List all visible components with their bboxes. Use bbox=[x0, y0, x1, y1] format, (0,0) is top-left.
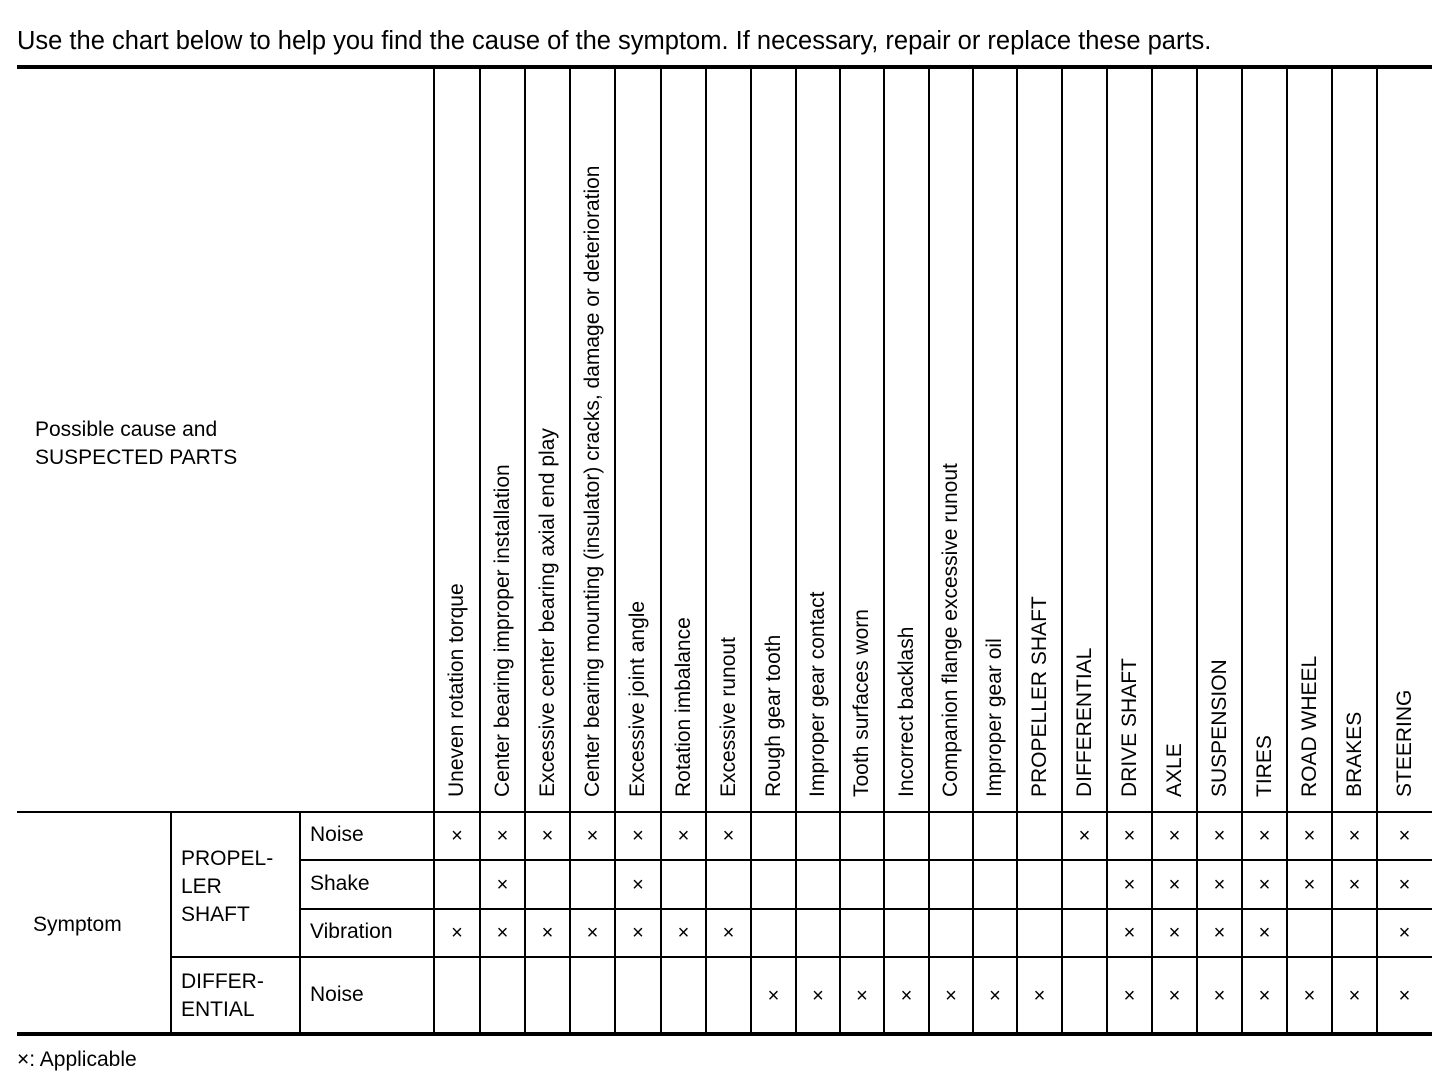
applicable-mark: × bbox=[1168, 825, 1181, 847]
column-header: SUSPENSION bbox=[1207, 659, 1231, 797]
symptom-row-label: Vibration bbox=[310, 920, 393, 943]
column-header: Center bearing mounting (insulator) cracks, damage or deterioration bbox=[580, 165, 604, 797]
symptom-row-label: Noise bbox=[310, 823, 364, 846]
applicable-mark: × bbox=[632, 873, 644, 896]
column-divider bbox=[1196, 68, 1198, 1034]
column-divider bbox=[705, 68, 707, 1034]
column-divider bbox=[928, 68, 930, 1034]
symptom-row-label: Noise bbox=[310, 982, 364, 1006]
applicable-mark: × bbox=[451, 922, 463, 944]
applicable-mark: × bbox=[1303, 984, 1316, 1007]
header-label-line: SUSPECTED PARTS bbox=[35, 446, 238, 469]
column-header: Improper gear contact bbox=[806, 591, 829, 797]
applicable-mark: × bbox=[1213, 922, 1226, 944]
column-divider bbox=[750, 68, 752, 1034]
column-header: Improper gear oil bbox=[983, 638, 1006, 797]
applicable-mark: × bbox=[1213, 984, 1226, 1007]
row-divider bbox=[300, 908, 1432, 910]
applicable-mark: × bbox=[1303, 873, 1316, 896]
applicable-mark: × bbox=[1213, 825, 1226, 847]
applicable-mark: × bbox=[722, 922, 735, 944]
column-header: BRAKES bbox=[1342, 711, 1366, 797]
applicable-mark: × bbox=[1078, 825, 1091, 847]
applicable-mark: × bbox=[677, 922, 690, 944]
applicable-mark: × bbox=[1348, 984, 1361, 1007]
column-header: Companion flange excessive runout bbox=[939, 463, 962, 797]
applicable-mark: × bbox=[586, 922, 599, 944]
header-divider bbox=[17, 811, 1432, 813]
chart-instructions: Use the chart below to help you find the cause of the symptom. If necessary, repair or replace these parts. bbox=[17, 27, 1212, 55]
column-divider bbox=[524, 68, 526, 1034]
applicable-mark: × bbox=[767, 984, 780, 1007]
applicable-mark: × bbox=[1398, 984, 1411, 1007]
symptom-row-label: Shake bbox=[310, 871, 370, 895]
column-header: Uneven rotation torque bbox=[445, 583, 468, 797]
applicable-mark: × bbox=[1348, 873, 1361, 896]
applicable-mark: × bbox=[1348, 825, 1361, 847]
applicable-mark: × bbox=[632, 922, 644, 944]
column-header: Excessive center bearing axial end play bbox=[535, 428, 559, 797]
column-header: STEERING bbox=[1392, 689, 1416, 797]
column-divider bbox=[795, 68, 797, 1034]
applicable-mark: × bbox=[541, 825, 554, 847]
symptom-group-label: ENTIAL bbox=[181, 998, 255, 1021]
column-header: DIFFERENTIAL bbox=[1072, 647, 1096, 797]
applicable-mark: × bbox=[1123, 873, 1136, 896]
applicable-mark: × bbox=[1398, 922, 1411, 944]
applicable-mark: × bbox=[496, 922, 509, 944]
applicable-mark: × bbox=[1258, 873, 1271, 896]
applicable-mark: × bbox=[451, 825, 463, 847]
applicable-mark: × bbox=[900, 984, 913, 1007]
applicable-mark: × bbox=[1258, 922, 1271, 944]
column-header: Excessive joint angle bbox=[626, 600, 649, 797]
column-header: ROAD WHEEL bbox=[1297, 655, 1321, 797]
column-header: PROPELLER SHAFT bbox=[1027, 596, 1051, 797]
column-header: DRIVE SHAFT bbox=[1117, 658, 1141, 797]
column-header: TIRES bbox=[1252, 735, 1276, 797]
column-divider bbox=[1241, 68, 1243, 1034]
applicable-mark: × bbox=[1168, 922, 1181, 944]
column-header: Center bearing improper installation bbox=[490, 464, 514, 797]
column-divider bbox=[1286, 68, 1288, 1034]
applicable-mark: × bbox=[1398, 825, 1411, 847]
column-divider bbox=[299, 812, 301, 1034]
column-divider bbox=[972, 68, 974, 1034]
column-divider bbox=[1331, 68, 1333, 1034]
column-header: Rough gear tooth bbox=[761, 634, 785, 797]
applicable-mark: × bbox=[1123, 984, 1136, 1007]
column-divider bbox=[839, 68, 841, 1034]
column-divider bbox=[614, 68, 616, 1034]
applicable-mark: × bbox=[1303, 825, 1316, 847]
column-divider bbox=[1061, 68, 1063, 1034]
symptom-group-label: SHAFT bbox=[181, 903, 250, 926]
applicable-mark: × bbox=[1213, 873, 1226, 896]
column-divider bbox=[1151, 68, 1153, 1034]
symptom-group-label: LER bbox=[181, 875, 222, 898]
applicable-mark: × bbox=[722, 825, 735, 847]
symptom-label: Symptom bbox=[33, 913, 122, 936]
applicable-mark: × bbox=[496, 825, 509, 847]
applicable-mark: × bbox=[945, 984, 957, 1007]
applicable-mark: × bbox=[586, 825, 599, 847]
applicable-mark: × bbox=[1168, 873, 1181, 896]
column-divider bbox=[1016, 68, 1018, 1034]
symptom-group-label: PROPEL- bbox=[181, 847, 274, 870]
column-header: Rotation imbalance bbox=[671, 617, 695, 797]
row-divider bbox=[300, 859, 1432, 861]
legend-footnote: ×: Applicable bbox=[17, 1048, 137, 1071]
applicable-mark: × bbox=[812, 984, 824, 1007]
column-divider bbox=[569, 68, 571, 1034]
applicable-mark: × bbox=[1258, 984, 1271, 1007]
applicable-mark: × bbox=[1398, 873, 1411, 896]
applicable-mark: × bbox=[989, 984, 1001, 1007]
column-divider bbox=[170, 812, 172, 1034]
column-divider bbox=[1376, 68, 1378, 1034]
applicable-mark: × bbox=[1123, 825, 1136, 847]
applicable-mark: × bbox=[1258, 825, 1271, 847]
symptom-group-label: DIFFER- bbox=[181, 970, 264, 993]
applicable-mark: × bbox=[1123, 922, 1136, 944]
column-divider bbox=[660, 68, 662, 1034]
column-divider bbox=[433, 68, 435, 1034]
column-header: Tooth surfaces worn bbox=[850, 609, 873, 797]
header-label-line: Possible cause and bbox=[35, 418, 218, 441]
column-divider bbox=[1106, 68, 1108, 1034]
applicable-mark: × bbox=[677, 825, 690, 847]
applicable-mark: × bbox=[1168, 984, 1181, 1007]
applicable-mark: × bbox=[632, 825, 644, 847]
column-header: AXLE bbox=[1162, 743, 1186, 797]
applicable-mark: × bbox=[1033, 984, 1046, 1007]
table-bottom-rule bbox=[17, 1032, 1432, 1036]
applicable-mark: × bbox=[856, 984, 868, 1007]
column-divider bbox=[479, 68, 481, 1034]
column-divider bbox=[883, 68, 885, 1034]
column-header: Incorrect backlash bbox=[894, 626, 918, 797]
applicable-mark: × bbox=[541, 922, 554, 944]
column-header: Excessive runout bbox=[716, 637, 740, 797]
applicable-mark: × bbox=[496, 873, 509, 896]
table-top-rule bbox=[17, 65, 1432, 69]
